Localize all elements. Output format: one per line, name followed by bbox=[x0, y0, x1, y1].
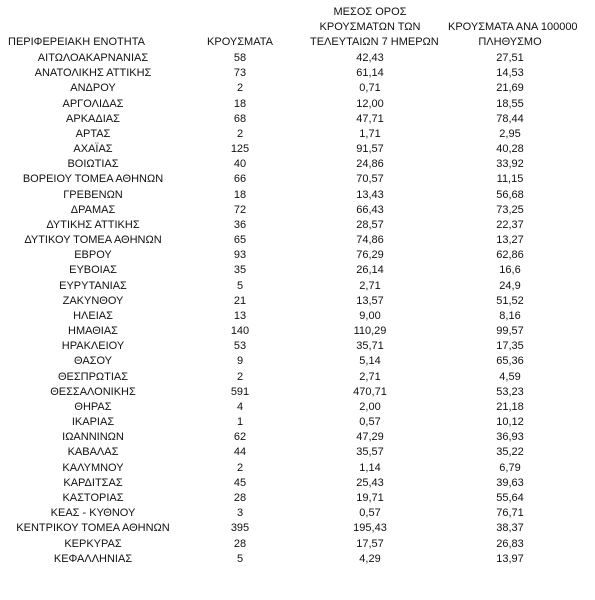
cases-count: 395 bbox=[230, 522, 250, 535]
cases-per-100k: 18,55 bbox=[496, 97, 524, 110]
region-name: ΑΡΓΟΛΙΔΑΣ bbox=[62, 97, 124, 110]
region-name: ΑΝΑΤΟΛΙΚΗΣ ΑΤΤΙΚΗΣ bbox=[34, 67, 152, 80]
cases-per-100k: 22,37 bbox=[496, 218, 524, 231]
cases-per-100k: 39,63 bbox=[496, 476, 524, 489]
region-name: ΗΜΑΘΙΑΣ bbox=[68, 325, 118, 338]
seven-day-average: 470,71 bbox=[353, 385, 387, 398]
region-name: ΚΕΝΤΡΙΚΟΥ ΤΟΜΕΑ ΑΘΗΝΩΝ bbox=[16, 522, 170, 535]
seven-day-average: 0,71 bbox=[359, 82, 381, 95]
region-name: ΘΕΣΠΡΩΤΙΑΣ bbox=[57, 370, 129, 383]
seven-day-average: 0,57 bbox=[359, 416, 381, 429]
region-name: ΑΙΤΩΛΟΑΚΑΡΝΑΝΙΑΣ bbox=[37, 52, 149, 64]
table-row bbox=[0, 400, 595, 415]
seven-day-average: 70,57 bbox=[356, 173, 384, 186]
region-name: ΗΡΑΚΛΕΙΟΥ bbox=[61, 340, 125, 353]
header-cases-per-100k: ΚΡΟΥΣΜΑΤΑ ΑΝΑ 100000 ΠΛΗΘΥΣΜΟ bbox=[448, 21, 578, 48]
region-name: ΘΕΣΣΑΛΟΝΙΚΗΣ bbox=[50, 385, 136, 398]
region-name: ΚΕΦΑΛΛΗΝΙΑΣ bbox=[53, 552, 133, 565]
table-row bbox=[0, 385, 595, 400]
cases-count: 72 bbox=[233, 203, 247, 216]
table-row bbox=[0, 279, 595, 294]
seven-day-average: 13,43 bbox=[356, 188, 384, 201]
table-row bbox=[0, 461, 595, 476]
header-region: ΠΕΡΙΦΕΡΕΙΑΚΗ ΕΝΟΤΗΤΑ bbox=[8, 36, 145, 48]
cases-per-100k: 53,23 bbox=[496, 385, 524, 398]
region-name: ΕΒΡΟΥ bbox=[74, 249, 112, 262]
table-row bbox=[0, 521, 595, 536]
table-row bbox=[0, 263, 595, 278]
seven-day-average: 110,29 bbox=[353, 325, 387, 338]
cases-count: 5 bbox=[236, 552, 244, 565]
seven-day-average: 12,00 bbox=[356, 97, 384, 110]
cases-count: 35 bbox=[233, 264, 247, 277]
seven-day-average: 1,14 bbox=[359, 461, 381, 474]
region-name: ΚΑΡΔΙΤΣΑΣ bbox=[63, 476, 123, 489]
cases-count: 36 bbox=[233, 218, 247, 231]
table-row bbox=[0, 172, 595, 187]
table-row bbox=[0, 203, 595, 218]
cases-per-100k: 38,37 bbox=[496, 522, 524, 535]
cases-per-100k: 16,6 bbox=[499, 264, 521, 277]
cases-count: 58 bbox=[233, 52, 247, 64]
cases-count: 65 bbox=[233, 234, 247, 247]
table-row bbox=[0, 188, 595, 203]
cases-per-100k: 6,79 bbox=[499, 461, 521, 474]
cases-per-100k: 21,18 bbox=[496, 400, 524, 413]
cases-per-100k: 78,44 bbox=[496, 112, 524, 125]
seven-day-average: 4,29 bbox=[359, 552, 381, 565]
cases-per-100k: 62,86 bbox=[496, 249, 524, 262]
cases-count: 73 bbox=[233, 67, 247, 80]
cases-count: 2 bbox=[236, 461, 244, 474]
cases-per-100k: 73,25 bbox=[496, 203, 524, 216]
region-name: ΑΡΤΑΣ bbox=[75, 127, 111, 140]
cases-per-100k: 55,64 bbox=[496, 491, 524, 504]
cases-count: 68 bbox=[233, 112, 247, 125]
table-row bbox=[0, 491, 595, 506]
seven-day-average: 76,29 bbox=[356, 249, 384, 262]
table-row bbox=[0, 218, 595, 233]
cases-count: 93 bbox=[233, 249, 247, 262]
region-name: ΚΑΛΥΜΝΟΥ bbox=[62, 461, 124, 474]
table-row bbox=[0, 294, 595, 309]
cases-count: 9 bbox=[236, 355, 244, 368]
seven-day-average: 42,43 bbox=[356, 52, 384, 64]
cases-per-100k: 10,12 bbox=[496, 416, 524, 429]
region-name: ΖΑΚΥΝΘΟΥ bbox=[62, 294, 124, 307]
table-row bbox=[0, 370, 595, 385]
seven-day-average: 24,86 bbox=[356, 158, 384, 171]
cases-count: 2 bbox=[236, 82, 244, 95]
seven-day-average: 61,14 bbox=[356, 67, 384, 80]
cases-count: 21 bbox=[233, 294, 247, 307]
cases-count: 44 bbox=[233, 446, 247, 459]
cases-per-100k: 36,93 bbox=[496, 431, 524, 444]
region-name: ΒΟΡΕΙΟΥ ΤΟΜΕΑ ΑΘΗΝΩΝ bbox=[22, 173, 164, 186]
seven-day-average: 13,57 bbox=[356, 294, 384, 307]
cases-per-100k: 11,15 bbox=[496, 173, 524, 186]
cases-per-100k: 4,59 bbox=[499, 370, 521, 383]
table-row bbox=[0, 354, 595, 369]
cases-per-100k: 65,36 bbox=[496, 355, 524, 368]
region-name: ΓΡΕΒΕΝΩΝ bbox=[63, 188, 123, 201]
cases-per-100k: 14,53 bbox=[496, 67, 524, 80]
cases-per-100k: 33,92 bbox=[496, 158, 524, 171]
region-name: ΑΝΔΡΟΥ bbox=[70, 82, 116, 95]
table-header bbox=[0, 0, 595, 50]
cases-count: 45 bbox=[233, 476, 247, 489]
table-row bbox=[0, 233, 595, 248]
cases-count: 53 bbox=[233, 340, 247, 353]
region-name: ΚΑΣΤΟΡΙΑΣ bbox=[62, 491, 124, 504]
table-row bbox=[0, 66, 595, 81]
seven-day-average: 1,71 bbox=[359, 127, 381, 140]
cases-count: 125 bbox=[230, 143, 250, 156]
region-name: ΚΑΒΑΛΑΣ bbox=[67, 446, 119, 459]
cases-count: 62 bbox=[233, 431, 247, 444]
cases-per-100k: 56,68 bbox=[496, 188, 524, 201]
cases-count: 40 bbox=[233, 158, 247, 171]
cases-per-100k: 76,71 bbox=[496, 507, 524, 520]
cases-per-100k: 21,69 bbox=[496, 82, 524, 95]
cases-count: 2 bbox=[236, 370, 244, 383]
seven-day-average: 5,14 bbox=[359, 355, 381, 368]
region-name: ΘΑΣΟΥ bbox=[73, 355, 113, 368]
seven-day-average: 74,86 bbox=[356, 234, 384, 247]
cases-per-100k: 26,83 bbox=[496, 537, 524, 550]
table-row bbox=[0, 415, 595, 430]
table-body bbox=[0, 51, 595, 567]
region-name: ΘΗΡΑΣ bbox=[74, 400, 112, 413]
table-row bbox=[0, 339, 595, 354]
table-row bbox=[0, 248, 595, 263]
cases-per-100k: 8,16 bbox=[499, 309, 521, 322]
seven-day-average: 66,43 bbox=[356, 203, 384, 216]
cases-per-100k: 13,97 bbox=[496, 552, 524, 565]
cases-count: 18 bbox=[233, 97, 247, 110]
seven-day-average: 25,43 bbox=[356, 476, 384, 489]
table-row bbox=[0, 127, 595, 142]
region-name: ΔΥΤΙΚΟΥ ΤΟΜΕΑ ΑΘΗΝΩΝ bbox=[24, 234, 162, 247]
seven-day-average: 91,57 bbox=[356, 143, 384, 156]
table-row bbox=[0, 430, 595, 445]
seven-day-average: 19,71 bbox=[356, 491, 384, 504]
table-row bbox=[0, 309, 595, 324]
cases-count: 591 bbox=[230, 385, 250, 398]
region-name: ΔΡΑΜΑΣ bbox=[70, 203, 116, 216]
region-name: ΚΕΡΚΥΡΑΣ bbox=[64, 537, 122, 550]
seven-day-average: 47,29 bbox=[356, 431, 384, 444]
seven-day-average: 28,57 bbox=[356, 218, 384, 231]
table-row bbox=[0, 476, 595, 491]
seven-day-average: 2,00 bbox=[359, 400, 381, 413]
cases-count: 66 bbox=[233, 173, 247, 186]
seven-day-average: 9,00 bbox=[359, 309, 381, 322]
cases-count: 18 bbox=[233, 188, 247, 201]
cases-per-100k: 13,27 bbox=[496, 234, 524, 247]
seven-day-average: 2,71 bbox=[359, 279, 381, 292]
seven-day-average: 35,57 bbox=[356, 446, 384, 459]
seven-day-average: 35,71 bbox=[356, 340, 384, 353]
cases-per-100k: 2,95 bbox=[499, 127, 521, 140]
region-name: ΔΥΤΙΚΗΣ ΑΤΤΙΚΗΣ bbox=[46, 218, 140, 231]
seven-day-average: 2,71 bbox=[359, 370, 381, 383]
region-name: ΒΟΙΩΤΙΑΣ bbox=[67, 158, 119, 171]
region-name: ΑΧΑΪΑΣ bbox=[73, 143, 113, 156]
cases-count: 28 bbox=[233, 537, 247, 550]
seven-day-average: 195,43 bbox=[353, 522, 387, 535]
table-row bbox=[0, 537, 595, 552]
table-row bbox=[0, 51, 595, 66]
cases-count: 1 bbox=[236, 416, 244, 429]
cases-count: 13 bbox=[233, 309, 247, 322]
seven-day-average: 0,57 bbox=[359, 507, 381, 520]
cases-count: 140 bbox=[230, 325, 250, 338]
seven-day-average: 47,71 bbox=[356, 112, 384, 125]
cases-per-100k: 24,9 bbox=[499, 279, 521, 292]
cases-count: 5 bbox=[236, 279, 244, 292]
table-row bbox=[0, 142, 595, 157]
cases-per-100k: 27,51 bbox=[496, 52, 524, 64]
region-name: ΕΥΡΥΤΑΝΙΑΣ bbox=[59, 279, 127, 292]
seven-day-average: 26,14 bbox=[356, 264, 384, 277]
region-name: ΗΛΕΙΑΣ bbox=[73, 309, 113, 322]
region-name: ΚΕΑΣ - ΚΥΘΝΟΥ bbox=[50, 507, 136, 520]
region-name: ΙΚΑΡΙΑΣ bbox=[71, 416, 115, 429]
cases-per-100k: 51,52 bbox=[496, 294, 524, 307]
cases-count: 4 bbox=[236, 400, 244, 413]
table-row bbox=[0, 445, 595, 460]
table-row bbox=[0, 506, 595, 521]
table-row bbox=[0, 552, 595, 567]
table-row bbox=[0, 112, 595, 127]
region-name: ΙΩΑΝΝΙΝΩΝ bbox=[62, 431, 124, 444]
region-name: ΕΥΒΟΙΑΣ bbox=[69, 264, 117, 277]
table-row bbox=[0, 81, 595, 96]
cases-per-100k: 99,57 bbox=[496, 325, 524, 338]
table-row bbox=[0, 157, 595, 172]
cases-per-100k: 17,35 bbox=[496, 340, 524, 353]
seven-day-average: 17,57 bbox=[356, 537, 384, 550]
header-cases: ΚΡΟΥΣΜΑΤΑ bbox=[207, 36, 273, 48]
cases-per-100k: 40,28 bbox=[496, 143, 524, 156]
table-row bbox=[0, 324, 595, 339]
cases-per-100k: 35,22 bbox=[496, 446, 524, 459]
table-row bbox=[0, 97, 595, 112]
cases-count: 28 bbox=[233, 491, 247, 504]
cases-count: 2 bbox=[236, 127, 244, 140]
header-7day-average: ΜΕΣΟΣ ΟΡΟΣ ΚΡΟΥΣΜΑΤΩΝ ΤΩΝ ΤΕΛΕΥΤΑΙΩΝ 7 ΗΜΕΡΩΝ bbox=[310, 6, 439, 48]
region-name: ΑΡΚΑΔΙΑΣ bbox=[66, 112, 120, 125]
cases-count: 3 bbox=[236, 507, 244, 520]
